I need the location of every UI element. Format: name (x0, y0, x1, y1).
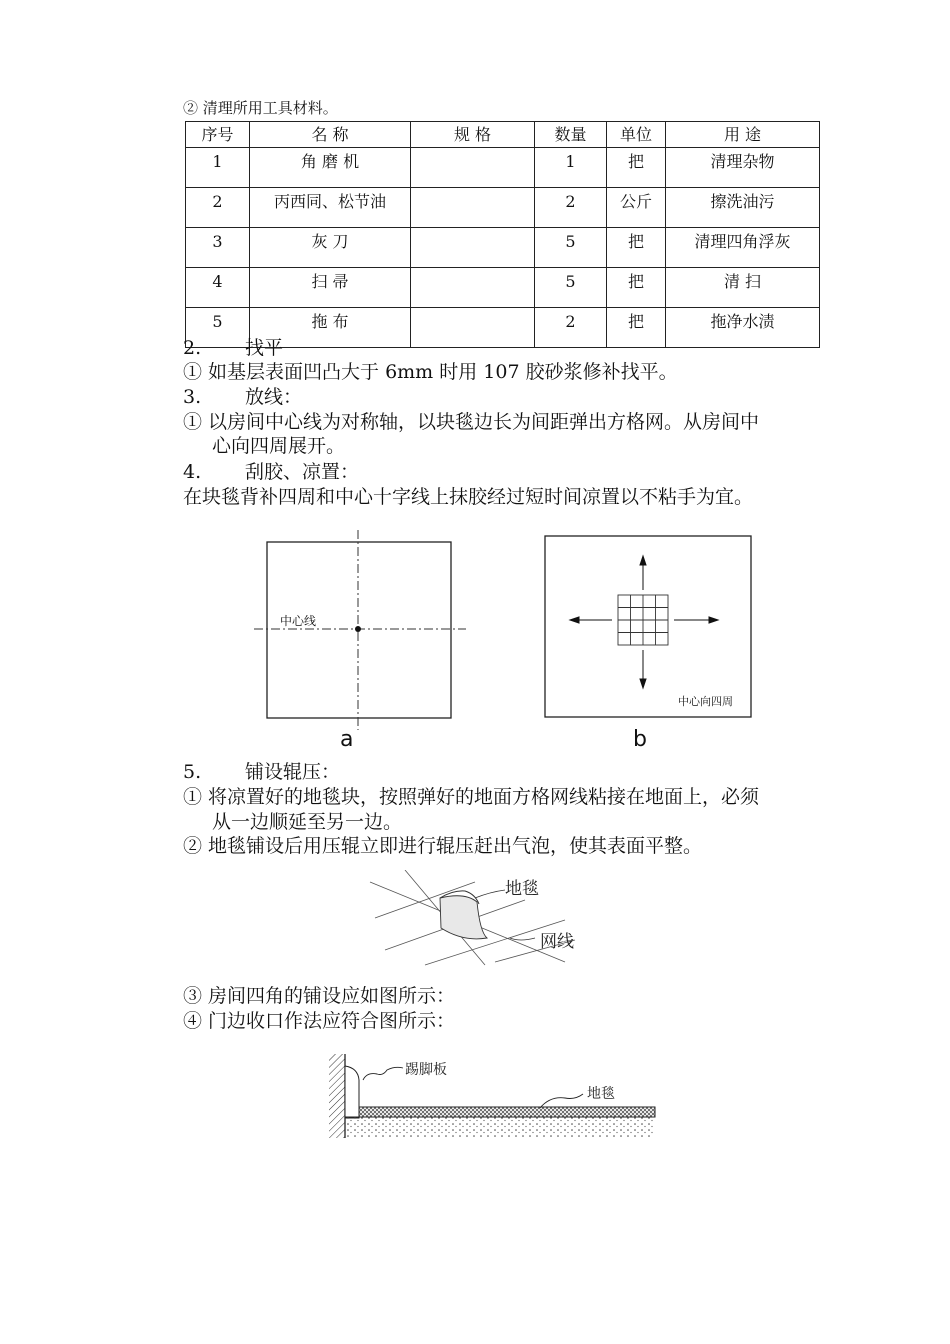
section-5-item-4: ④ 门边收口作法应符合图所示： (183, 1010, 456, 1032)
table-cell (411, 268, 535, 308)
table-cell: 5 (535, 228, 607, 268)
table-cell: 1 (535, 148, 607, 188)
carpet-piece (440, 896, 487, 939)
figure-a-caption: a (340, 727, 354, 752)
header-cell: 用 途 (666, 122, 820, 148)
leader-line (540, 1094, 583, 1108)
section-2-heading (183, 336, 283, 360)
table-cell: 清 扫 (666, 268, 820, 308)
tools-table (185, 121, 820, 348)
section-title: 找平 (245, 337, 284, 359)
section-5-heading (183, 760, 340, 784)
carpet-label: 地毯 (587, 1086, 615, 1102)
header-cell: 单位 (607, 122, 666, 148)
section-title: 铺设辊压： (245, 761, 341, 783)
room-outline (545, 536, 751, 717)
section-4-body: 在块毯背补四周和中心十字线上抹胶经过短时间凉置以不粘手为宜。 (183, 486, 754, 508)
section-number: 4. (183, 461, 202, 483)
outward-label: 中心向四周 (678, 695, 733, 708)
section-number: 5. (183, 761, 202, 783)
table-cell: 4 (186, 268, 250, 308)
table-cell: 5 (535, 268, 607, 308)
section-5-item-2: ② 地毯铺设后用压辊立即进行辊压赶出气泡，使其表面平整。 (183, 835, 703, 857)
header-cell: 数量 (535, 122, 607, 148)
table-cell: 扫 帚 (250, 268, 411, 308)
table-cell: 拖净水渍 (666, 308, 820, 348)
table-cell: 1 (186, 148, 250, 188)
leader-line (363, 1067, 403, 1080)
section-5-item-1: ① 将凉置好的地毯块，按照弹好的地面方格网线粘接在地面上，必须 (183, 786, 760, 808)
table-cell: 丙西同、松节油 (250, 188, 411, 228)
table-cell: 把 (607, 228, 666, 268)
table-cell (411, 228, 535, 268)
section-5-item-3: ③ 房间四角的铺设应如图所示： (183, 985, 456, 1007)
table-cell: 把 (607, 308, 666, 348)
section-title: 刮胶、凉置： (245, 461, 360, 483)
header-cell: 名 称 (250, 122, 411, 148)
table-row (186, 268, 820, 308)
table-row (186, 148, 820, 188)
table-cell: 2 (186, 188, 250, 228)
table-cell: 擦洗油污 (666, 188, 820, 228)
table-cell (411, 188, 535, 228)
skirting-label: 踢脚板 (405, 1062, 447, 1078)
arrow-icon (570, 556, 718, 688)
header-cell: 规 格 (411, 122, 535, 148)
carpet-grid-figure (365, 870, 595, 970)
table-cell: 清理杂物 (666, 148, 820, 188)
table-cell: 把 (607, 268, 666, 308)
figure-b-caption: b (633, 727, 647, 752)
section-3-item-1: ① 以房间中心线为对称轴，以块毯边长为间距弹出方格网。从房间中 (183, 411, 760, 433)
center-point (355, 626, 361, 632)
section-number: 3. (183, 386, 202, 408)
square-grid (618, 595, 668, 645)
figure-b (545, 536, 751, 752)
leader-line (475, 890, 505, 898)
table-cell (411, 148, 535, 188)
table-cell (411, 308, 535, 348)
table-cell: 灰 刀 (250, 228, 411, 268)
centerline-label: 中心线 (280, 614, 317, 628)
table-row (186, 188, 820, 228)
table-row (186, 228, 820, 268)
intro-text: ② 清理所用工具材料。 (183, 99, 338, 117)
table-cell: 角 磨 机 (250, 148, 411, 188)
table-cell: 公斤 (607, 188, 666, 228)
wall-section (329, 1054, 345, 1138)
section-number: 2. (183, 337, 202, 359)
section-4-heading (183, 460, 359, 484)
section-2-item-1: ① 如基层表面凹凸大于 6mm 时用 107 胶砂浆修补找平。 (183, 361, 678, 383)
base-layer (345, 1117, 655, 1137)
carpet-label: 地毯 (505, 879, 539, 899)
figure-a (254, 530, 466, 752)
table-cell: 把 (607, 148, 666, 188)
leader-line (510, 938, 535, 940)
section-3-heading (183, 385, 302, 409)
section-5-item-1-cont: 从一边顺延至另一边。 (212, 811, 403, 833)
section-title: 放线： (245, 386, 303, 408)
table-header-row (186, 122, 820, 148)
table-cell: 5 (186, 308, 250, 348)
table-cell: 清理四角浮灰 (666, 228, 820, 268)
gridline-label: 网线 (540, 932, 574, 952)
table-cell: 2 (535, 308, 607, 348)
carpet-layer (359, 1107, 655, 1117)
table-cell: 拖 布 (250, 308, 411, 348)
section-3-item-1-cont: 心向四周展开。 (212, 435, 346, 457)
layout-figure (240, 530, 780, 755)
header-cell: 序号 (186, 122, 250, 148)
skirting-board (345, 1066, 359, 1118)
door-edge-figure (325, 1050, 660, 1145)
table-cell: 3 (186, 228, 250, 268)
table-cell: 2 (535, 188, 607, 228)
